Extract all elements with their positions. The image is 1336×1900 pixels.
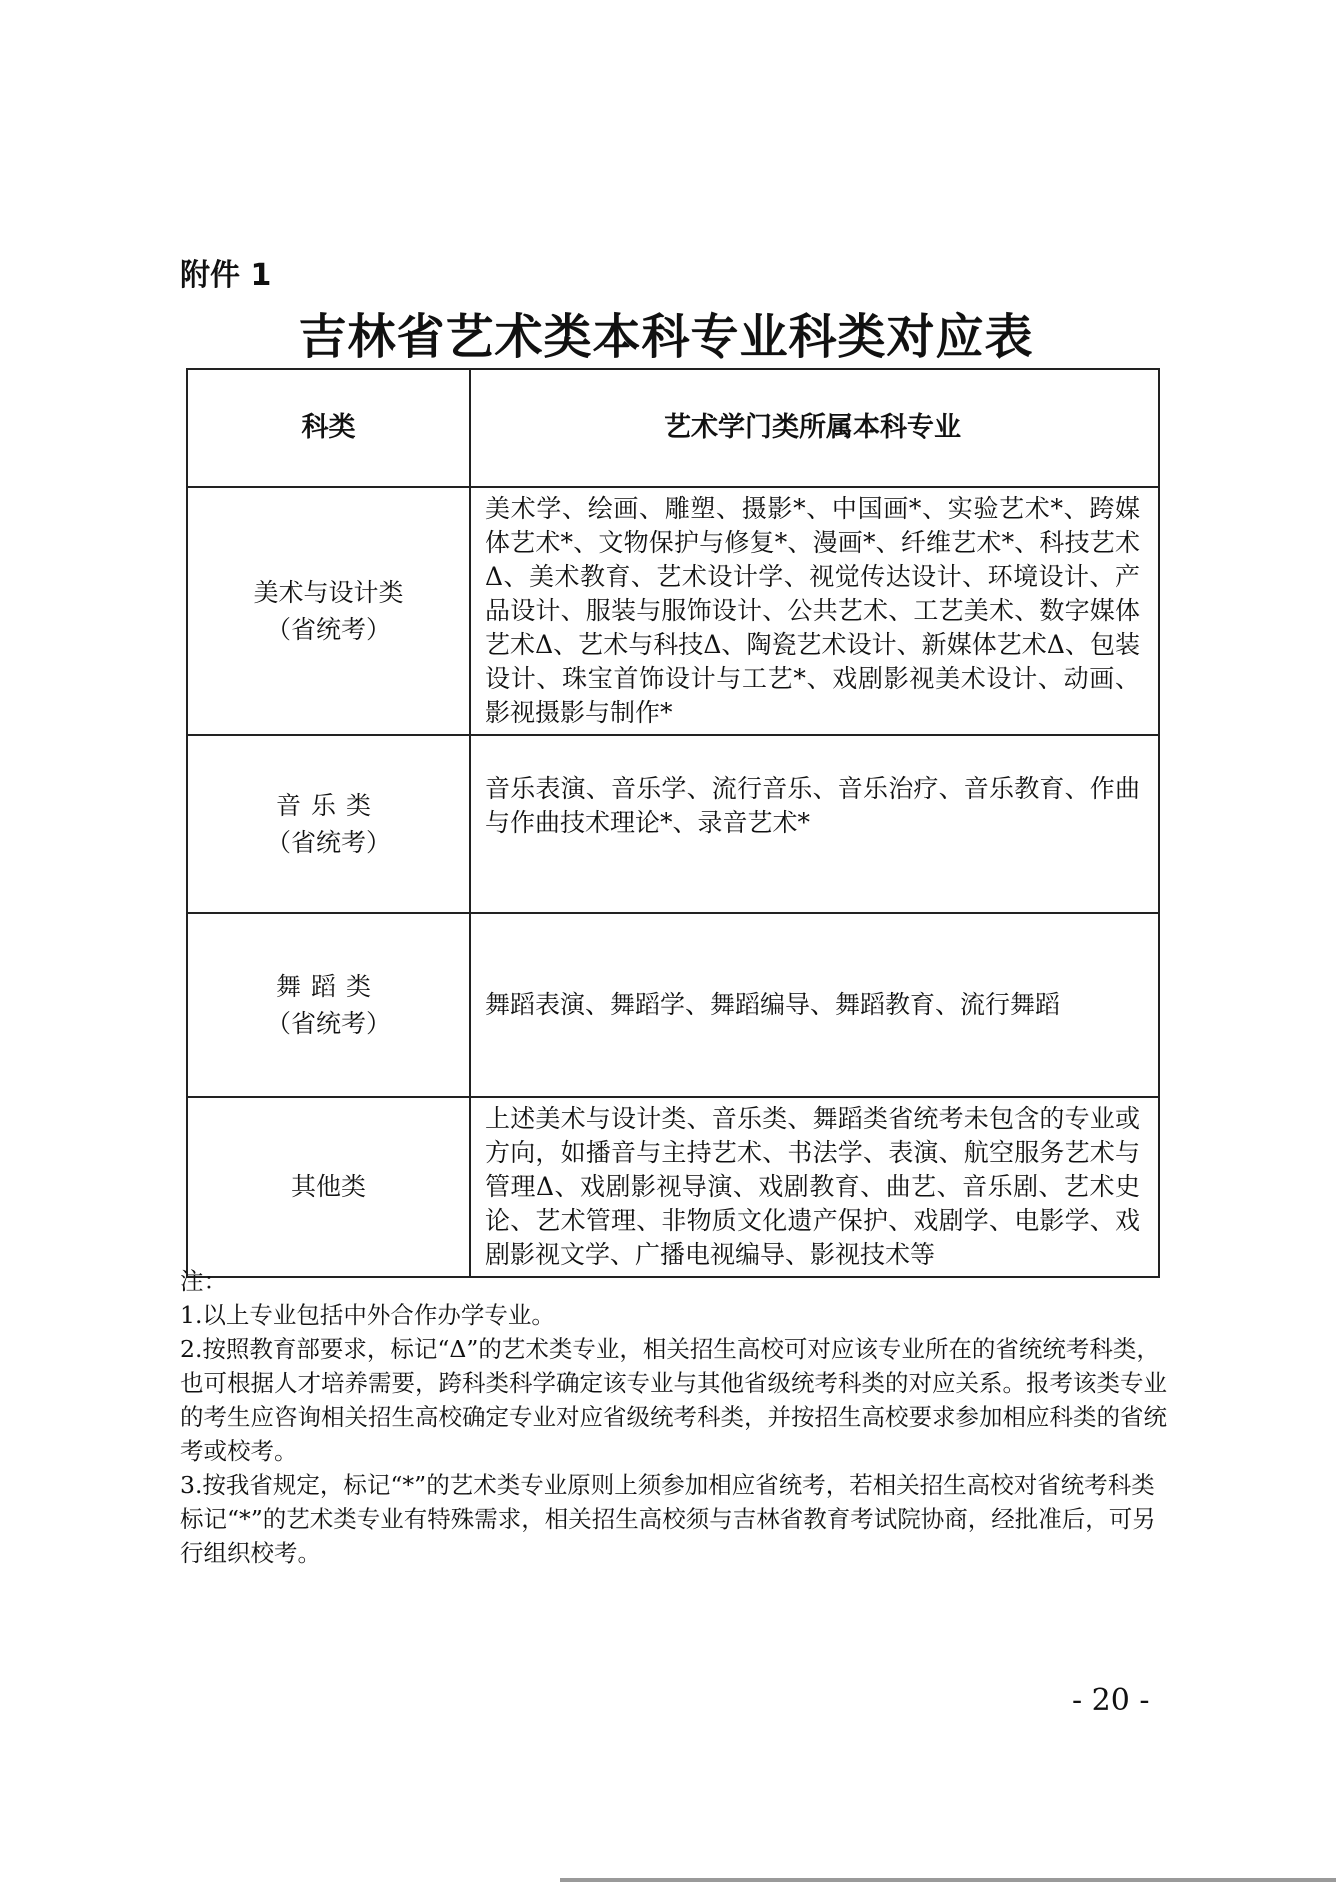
category-name: 其他类 (290, 1172, 366, 1202)
category-table (186, 368, 1160, 1278)
category-cell (187, 487, 470, 735)
table-header-row (187, 369, 1159, 487)
note-item: 3.按我省规定，标记“*”的艺术类专业原则上须参加相应省统考，若相关招生高校对省统考科类标记“*”的艺术类专业有特殊需求，相关招生高校须与吉林省教育考试院协商，经批准后，可另行组织校考。 (180, 1471, 1156, 1567)
scan-edge-line (560, 1878, 1336, 1882)
category-note: （省统考） (265, 615, 391, 644)
notes-section (180, 1264, 1170, 1570)
majors-cell: 美术学、绘画、雕塑、摄影*、中国画*、实验艺术*、跨媒体艺术*、文物保护与修复*、漫画*、纤维艺术*、科技艺术Δ、美术教育、艺术设计学、视觉传达设计、环境设计、产品设计、服装与服饰设计、公共艺术、工艺美术、数字媒体艺术Δ、艺术与科技Δ、陶瓷艺术设计、新媒体艺术Δ、包装设计、珠宝首饰设计与工艺*、戏剧影视美术设计、动画、影视摄影与制作* (470, 487, 1159, 735)
majors-cell: 舞蹈表演、舞蹈学、舞蹈编导、舞蹈教育、流行舞蹈 (470, 913, 1159, 1097)
majors-cell: 音乐表演、音乐学、流行音乐、音乐治疗、音乐教育、作曲与作曲技术理论*、录音艺术* (470, 735, 1159, 913)
page-number: - 20 - (1072, 1683, 1150, 1718)
notes-heading: 注： (180, 1267, 227, 1295)
majors-cell: 上述美术与设计类、音乐类、舞蹈类省统考未包含的专业或方向，如播音与主持艺术、书法学、表演、航空服务艺术与管理Δ、戏剧影视导演、戏剧教育、曲艺、音乐剧、艺术史论、艺术管理、非物质文化遗产保护、戏剧学、电影学、戏剧影视文学、广播电视编导、影视技术等 (470, 1097, 1159, 1277)
column-header-majors: 艺术学门类所属本科专业 (470, 369, 1159, 487)
table-row (187, 487, 1159, 735)
table-row (187, 913, 1159, 1097)
column-header-category: 科类 (187, 369, 470, 487)
category-cell (187, 913, 470, 1097)
category-note: （省统考） (265, 1009, 391, 1038)
attachment-label: 附件 1 (180, 258, 272, 293)
category-cell (187, 735, 470, 913)
category-name: 音乐类 (275, 790, 381, 820)
category-name: 美术与设计类 (253, 577, 404, 607)
category-cell (187, 1097, 470, 1277)
page-title: 吉林省艺术类本科专业科类对应表 (298, 309, 1034, 365)
note-item: 2.按照教育部要求，标记“Δ”的艺术类专业，相关招生高校可对应该专业所在的省统统考科类，也可根据人才培养需要，跨科类科学确定该专业与其他省级统考科类的对应关系。报考该类专业的考生应咨询相关招生高校确定专业对应省级统考科类，并按招生高校要求参加相应科类的省统考或校考。 (180, 1335, 1167, 1465)
note-item: 1.以上专业包括中外合作办学专业。 (180, 1301, 555, 1329)
table-row (187, 1097, 1159, 1277)
table-row (187, 735, 1159, 913)
category-note: （省统考） (265, 828, 391, 857)
category-name: 舞蹈类 (275, 971, 381, 1001)
